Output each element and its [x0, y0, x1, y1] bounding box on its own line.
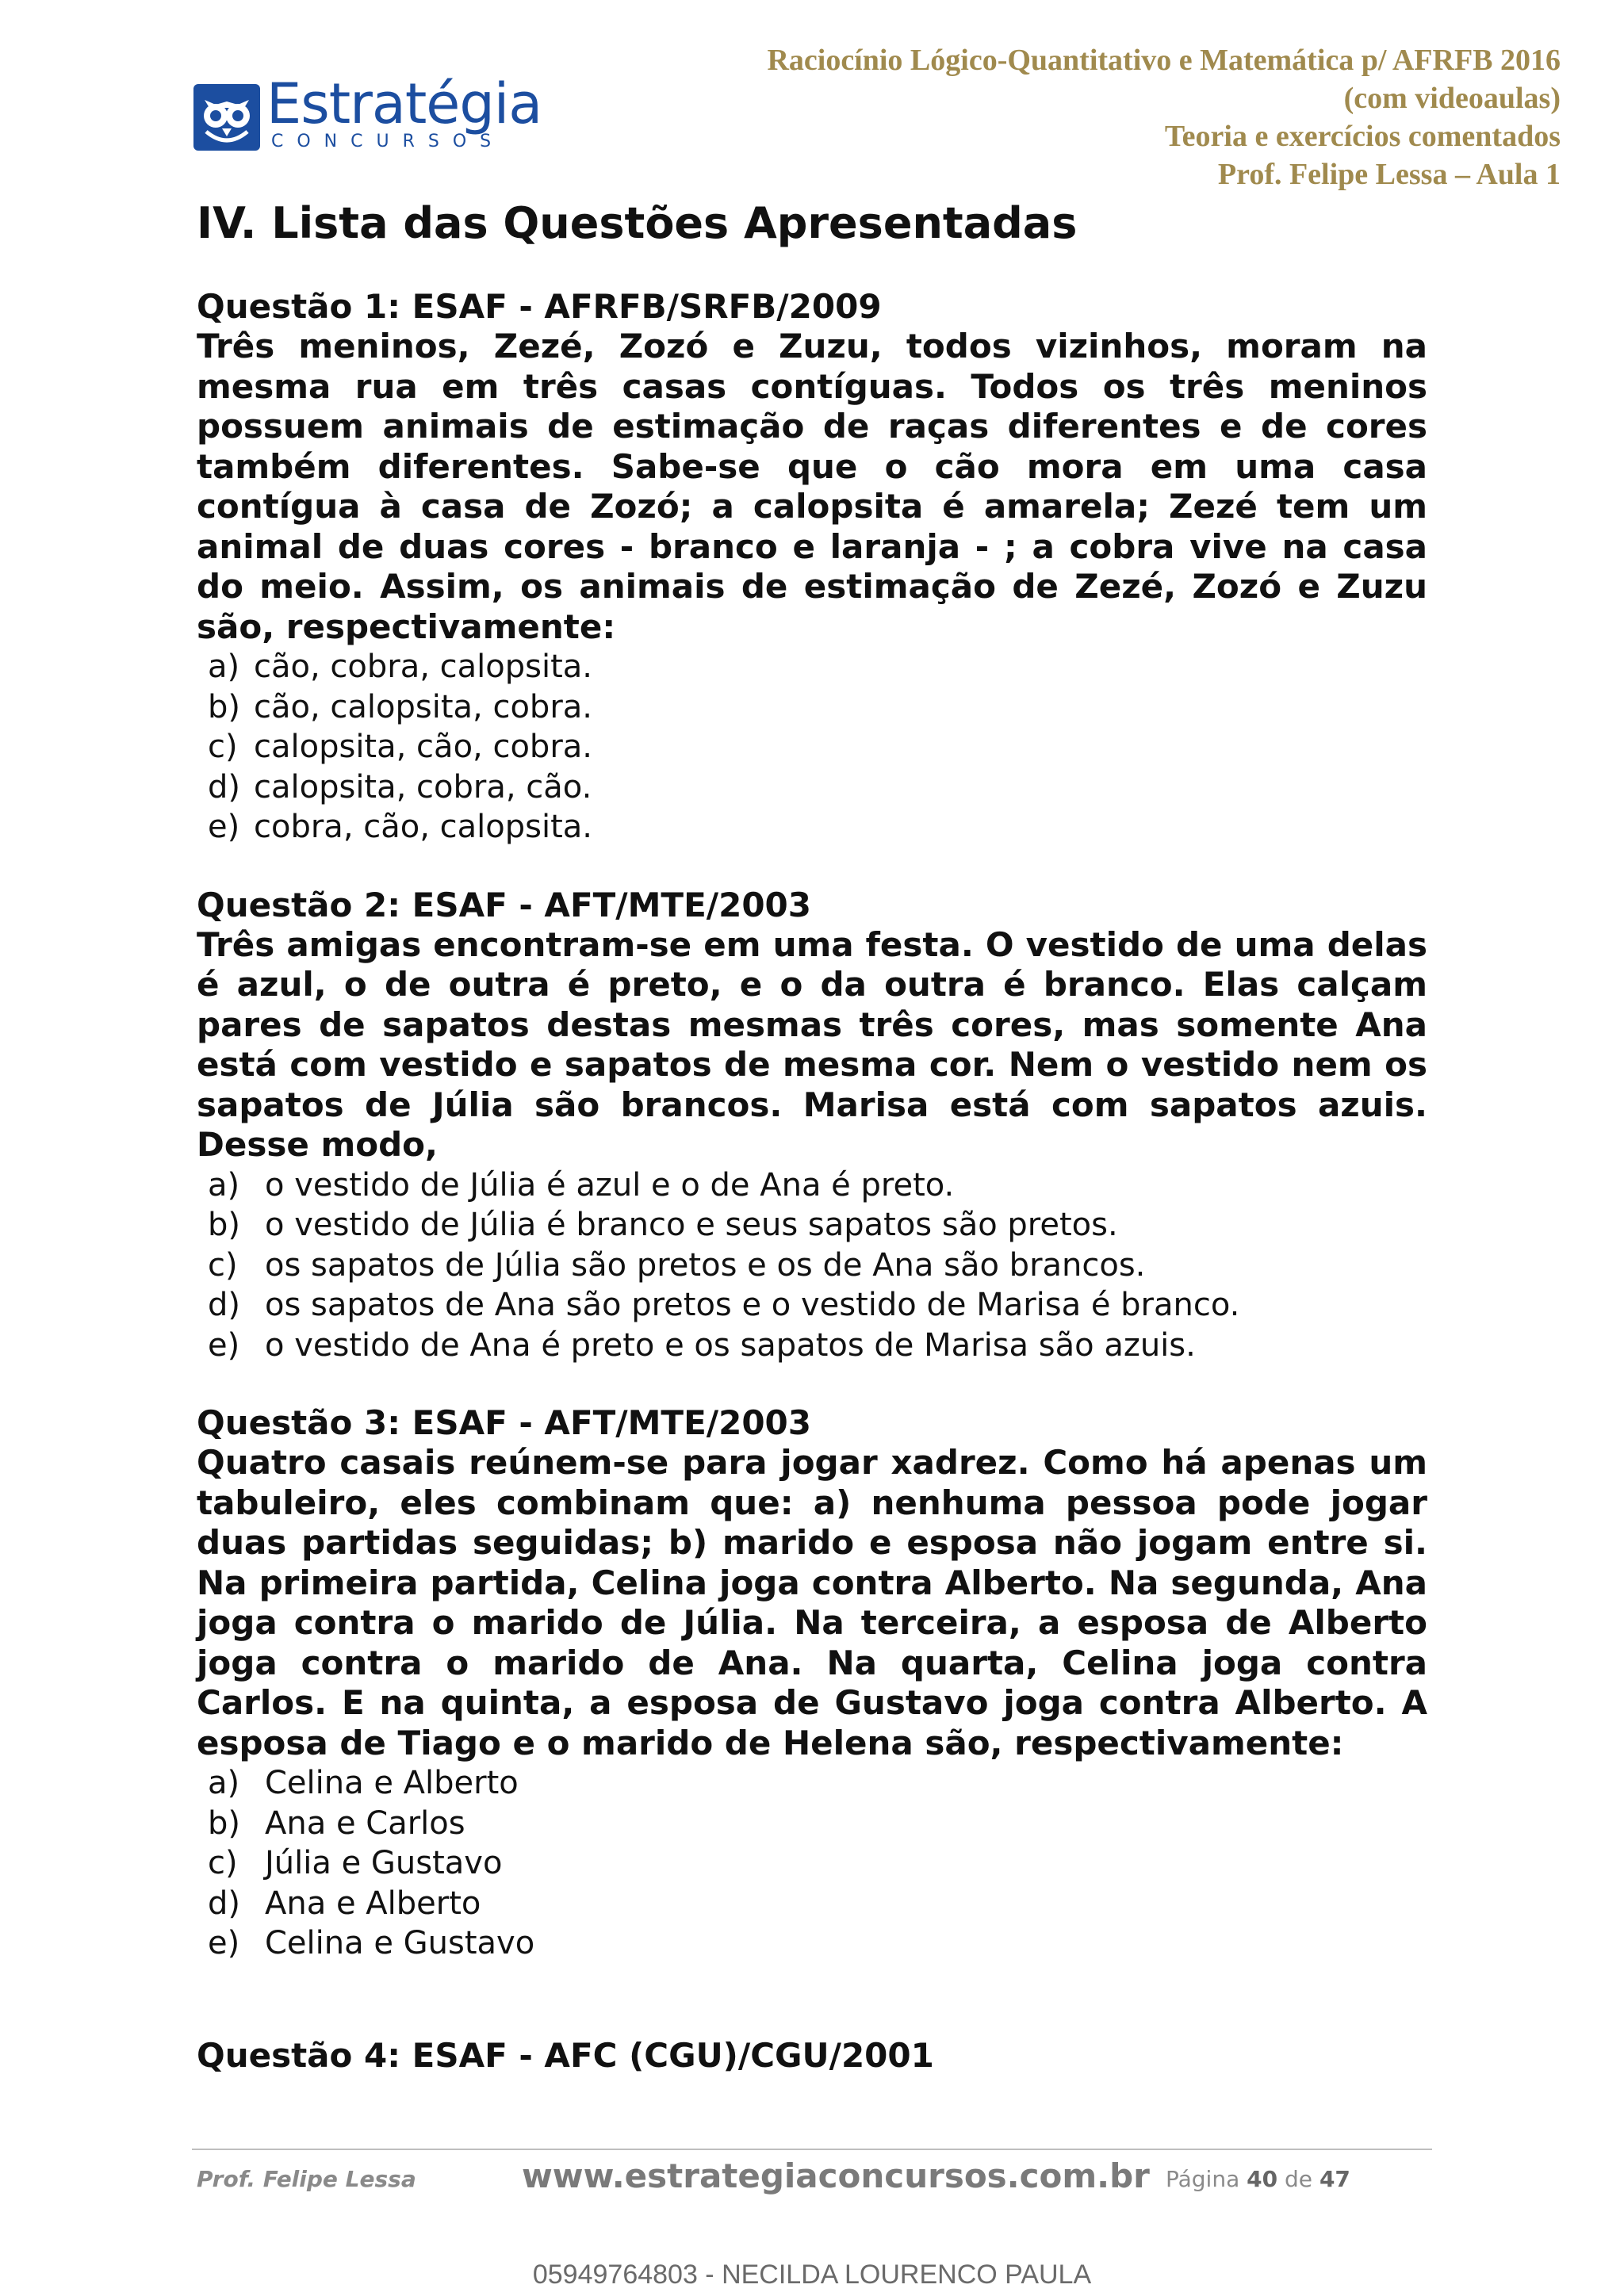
page-of: de — [1285, 2166, 1313, 2192]
option-text: os sapatos de Ana são pretos e o vestido de Marisa é branco. — [265, 1287, 1240, 1323]
option-letter: c) — [208, 729, 238, 765]
option-text: calopsita, cão, cobra. — [254, 729, 592, 765]
option-text: cão, cobra, calopsita. — [254, 649, 592, 685]
page-total: 47 — [1319, 2166, 1350, 2192]
logo-subtitle: CONCURSOS — [271, 132, 505, 151]
question-2 — [197, 886, 1427, 1366]
option-letter: d) — [208, 1885, 240, 1922]
logo-wordmark: Estratégia — [266, 71, 542, 136]
answer-option — [197, 1804, 1427, 1844]
option-text: Celina e Alberto — [265, 1765, 519, 1801]
option-text: Ana e Carlos — [265, 1804, 465, 1842]
course-subtitle: (com videoaulas) — [1343, 82, 1561, 115]
option-letter: e) — [208, 809, 240, 845]
answer-option — [197, 727, 1427, 767]
option-letter: d) — [208, 768, 240, 806]
page-title: IV. Lista das Questões Apresentadas — [197, 198, 1078, 248]
option-text: o vestido de Júlia é branco e seus sapatos são pretos. — [265, 1207, 1118, 1243]
answer-option — [197, 1326, 1427, 1366]
option-letter: a) — [208, 1765, 240, 1801]
question-title: Questão 3: ESAF - AFT/MTE/2003 — [197, 1403, 811, 1442]
question-4-title: Questão 4: ESAF - AFC (CGU)/CGU/2001 — [197, 2036, 934, 2075]
questions-list — [197, 287, 1427, 2002]
question-1 — [197, 287, 1427, 848]
option-letter: e) — [208, 1326, 240, 1364]
option-letter: c) — [208, 1246, 238, 1284]
option-text: Celina e Gustavo — [265, 1925, 535, 1961]
option-text: o vestido de Ana é preto e os sapatos de Marisa são azuis. — [265, 1326, 1196, 1364]
owl-icon — [193, 84, 260, 151]
option-letter: b) — [208, 1207, 240, 1243]
answer-option — [197, 1165, 1427, 1206]
footer-website-link[interactable]: www.estrategiaconcursos.com.br — [522, 2156, 1150, 2195]
answer-option — [197, 807, 1427, 848]
answer-option — [197, 1246, 1427, 1286]
option-letter: b) — [208, 688, 240, 725]
answer-options — [197, 647, 1427, 848]
watermark: 05949764803 - NECILDA LOURENCO PAULA — [532, 2260, 1092, 2290]
answer-option — [197, 767, 1427, 808]
question-statement: Três meninos, Zezé, Zozó e Zuzu, todos vizinhos, moram na mesma rua em três casas contíguas. Todos os três meninos possuem animais de estimação de raças diferentes e de cores também diferentes. Sabe-se que o cão mora em uma casa contígua à casa de Zozó; a calopsita é amarela; Zezé tem um animal de duas cores - branco e laranja - ; a cobra vive na casa do meio. Assim, os animais de estimação de Zezé, Zozó e Zuzu são, respectivamente: — [197, 327, 1427, 646]
answer-options — [197, 1763, 1427, 1964]
answer-option — [197, 687, 1427, 728]
option-text: cobra, cão, calopsita. — [254, 809, 592, 845]
option-text: Júlia e Gustavo — [265, 1845, 503, 1881]
course-lesson: Prof. Felipe Lessa – Aula 1 — [1217, 158, 1561, 191]
answer-option — [197, 647, 1427, 687]
page-number — [1166, 2166, 1350, 2192]
option-letter: e) — [208, 1925, 240, 1961]
option-letter: a) — [208, 649, 240, 685]
option-text: o vestido de Júlia é azul e o de Ana é preto. — [265, 1166, 955, 1203]
answer-option — [197, 1843, 1427, 1884]
answer-option — [197, 1923, 1427, 1964]
question-statement: Quatro casais reúnem-se para jogar xadrez. Como há apenas um tabuleiro, eles combinam que: a) nenhuma pessoa pode jogar duas partidas seguidas; b) marido e esposa não jogam entre si. Na primeira partida, Celina joga contra Alberto. Na segunda, Ana joga contra o marido de Júlia. Na terceira, a esposa de Alberto joga contra o marido de Ana. Na quarta, Celina joga contra Carlos. E na quinta, a esposa de Gustavo joga contra Alberto. A esposa de Tiago e o marido de Helena são, respectivamente: — [197, 1443, 1427, 1762]
footer-divider — [192, 2149, 1432, 2150]
answer-option — [197, 1285, 1427, 1326]
answer-option — [197, 1884, 1427, 1924]
answer-options — [197, 1165, 1427, 1366]
course-title: Raciocínio Lógico-Quantitativo e Matemática p/ AFRFB 2016 — [767, 44, 1561, 77]
option-letter: c) — [208, 1845, 238, 1881]
option-text: Ana e Alberto — [265, 1885, 481, 1922]
question-title: Questão 1: ESAF - AFRFB/SRFB/2009 — [197, 287, 882, 326]
option-letter: a) — [208, 1166, 240, 1203]
course-description: Teoria e exercícios comentados — [1164, 120, 1561, 153]
option-text: cão, calopsita, cobra. — [254, 688, 592, 725]
option-letter: b) — [208, 1804, 240, 1842]
answer-option — [197, 1763, 1427, 1804]
question-3 — [197, 1403, 1427, 1964]
option-text: os sapatos de Júlia são pretos e os de Ana são brancos. — [265, 1246, 1146, 1284]
answer-option — [197, 1205, 1427, 1246]
question-title: Questão 2: ESAF - AFT/MTE/2003 — [197, 885, 811, 924]
course-header — [767, 41, 1561, 193]
option-letter: d) — [208, 1287, 240, 1323]
estrategia-logo — [193, 71, 574, 159]
option-text: calopsita, cobra, cão. — [254, 768, 592, 806]
page-current: 40 — [1247, 2166, 1278, 2192]
page-label: Página — [1166, 2166, 1240, 2192]
question-statement: Três amigas encontram-se em uma festa. O vestido de uma delas é azul, o de outra é preto, e o da outra é branco. Elas calçam pares de sapatos destas mesmas três cores, mas somente Ana está com vestido e sapatos de mesma cor. Nem o vestido nem os sapatos de Júlia são brancos. Marisa está com sapatos azuis. Desse modo, — [197, 924, 1427, 1164]
footer-author: Prof. Felipe Lessa — [197, 2166, 416, 2192]
